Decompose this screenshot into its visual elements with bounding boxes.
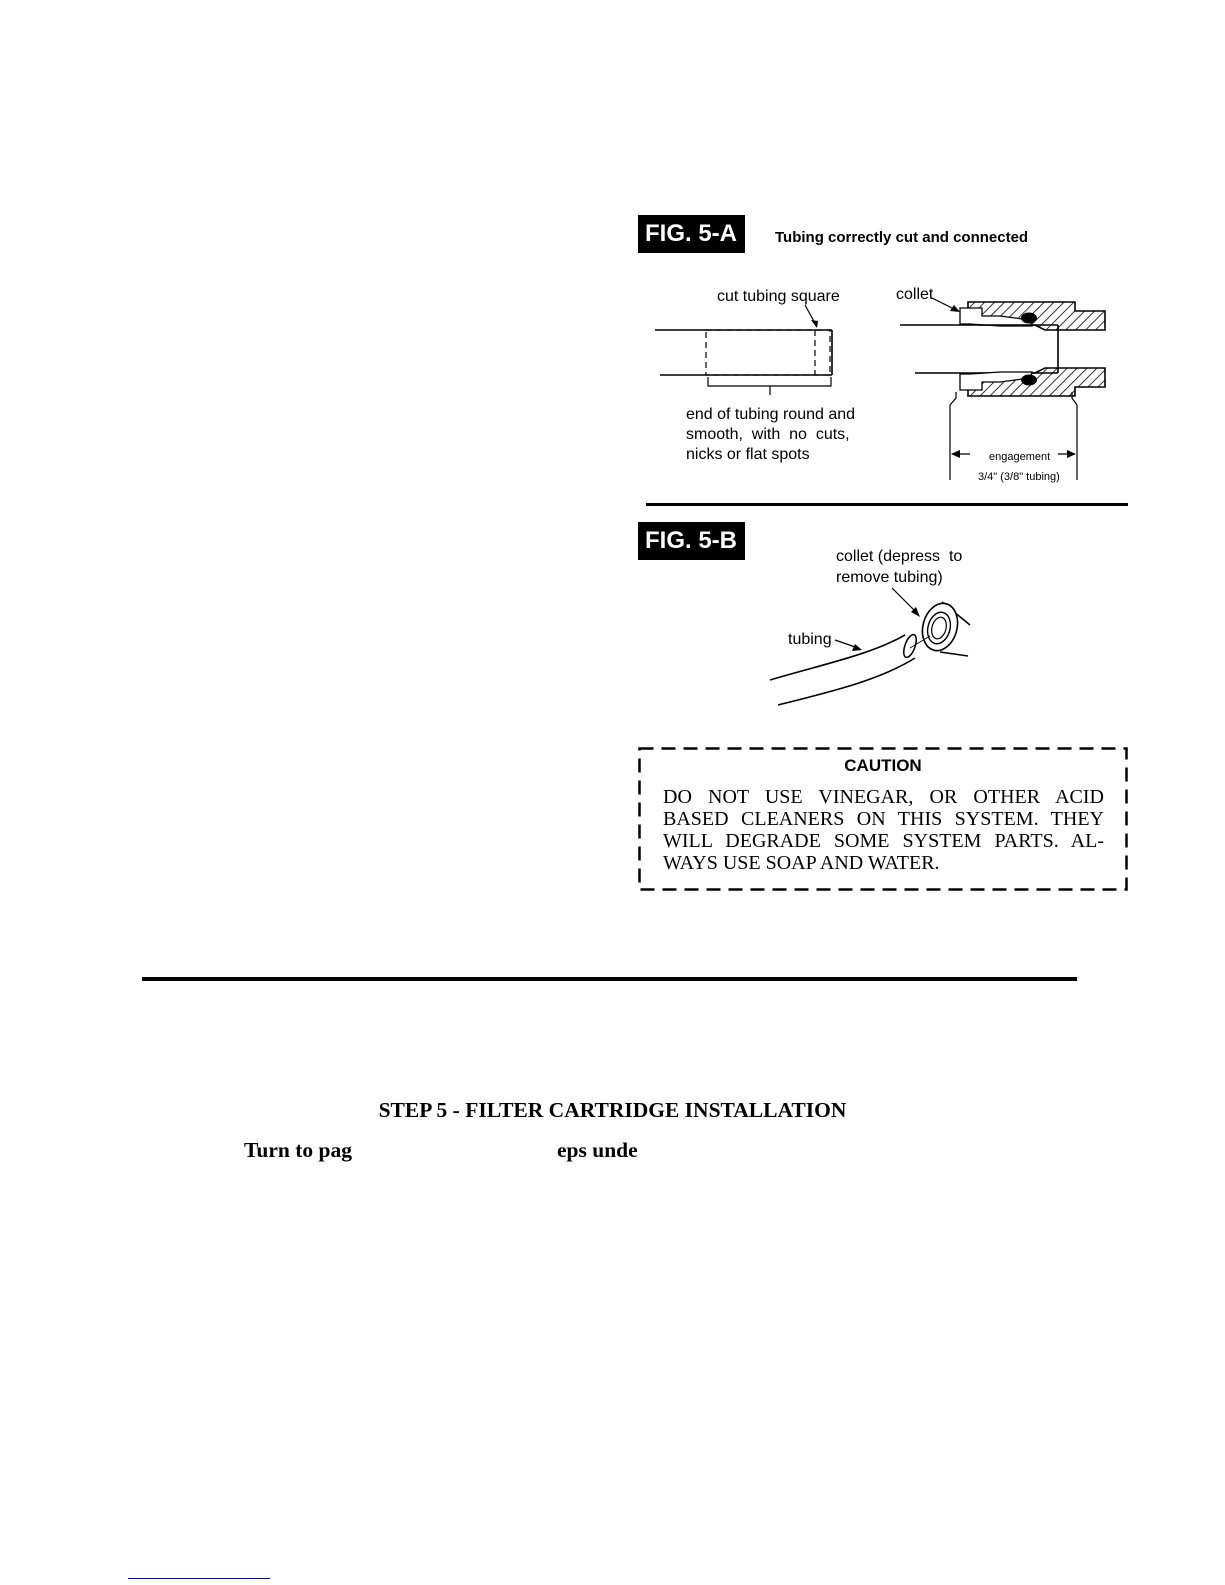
collet-label: collet (896, 286, 934, 303)
step-5-text-fragment-1: Turn to pag (244, 1138, 352, 1162)
fig-5a-label: FIG. 5-A (638, 215, 745, 253)
engagement-label: engagement (989, 451, 1051, 463)
caution-body: DO NOT USE VINEGAR, OR OTHER ACID BASED CLEANERS ON THIS SYSTEM. THEY WILL DEGRADE SOME SYSTEM PARTS. AL-WAYS USE SOAP AND WATER. (663, 786, 1104, 874)
end-note-line-3: nicks or flat spots (686, 446, 810, 463)
cut-tubing-square-label: cut tubing square (717, 288, 840, 305)
end-note (686, 405, 855, 465)
end-note-line-1: end of tubing round and (686, 406, 856, 423)
fig-5b-collet-line-1: collet (depress to (836, 548, 963, 565)
fig-5b-label: FIG. 5-B (638, 522, 745, 560)
fig-5b-diagram (760, 580, 990, 710)
fig-5a-caption: Tubing correctly cut and connected (775, 229, 1029, 246)
engagement-value: 3/4" (3/8" tubing) (978, 471, 1060, 483)
caution-title: CAUTION (844, 756, 922, 775)
end-note-line-2: smooth, with no cuts, (686, 426, 850, 443)
section-divider (142, 977, 1077, 981)
step-5-title: STEP 5 - FILTER CARTRIDGE INSTALLATION (378, 1098, 847, 1122)
tubing-label: tubing (788, 631, 832, 648)
footer-link-underline (128, 1578, 270, 1579)
figure-divider (646, 503, 1128, 506)
fig-5b-collet-line-2: remove tubing) (836, 569, 943, 586)
caution-box (638, 747, 1128, 891)
step-5-text-fragment-2: eps unde (557, 1138, 638, 1162)
